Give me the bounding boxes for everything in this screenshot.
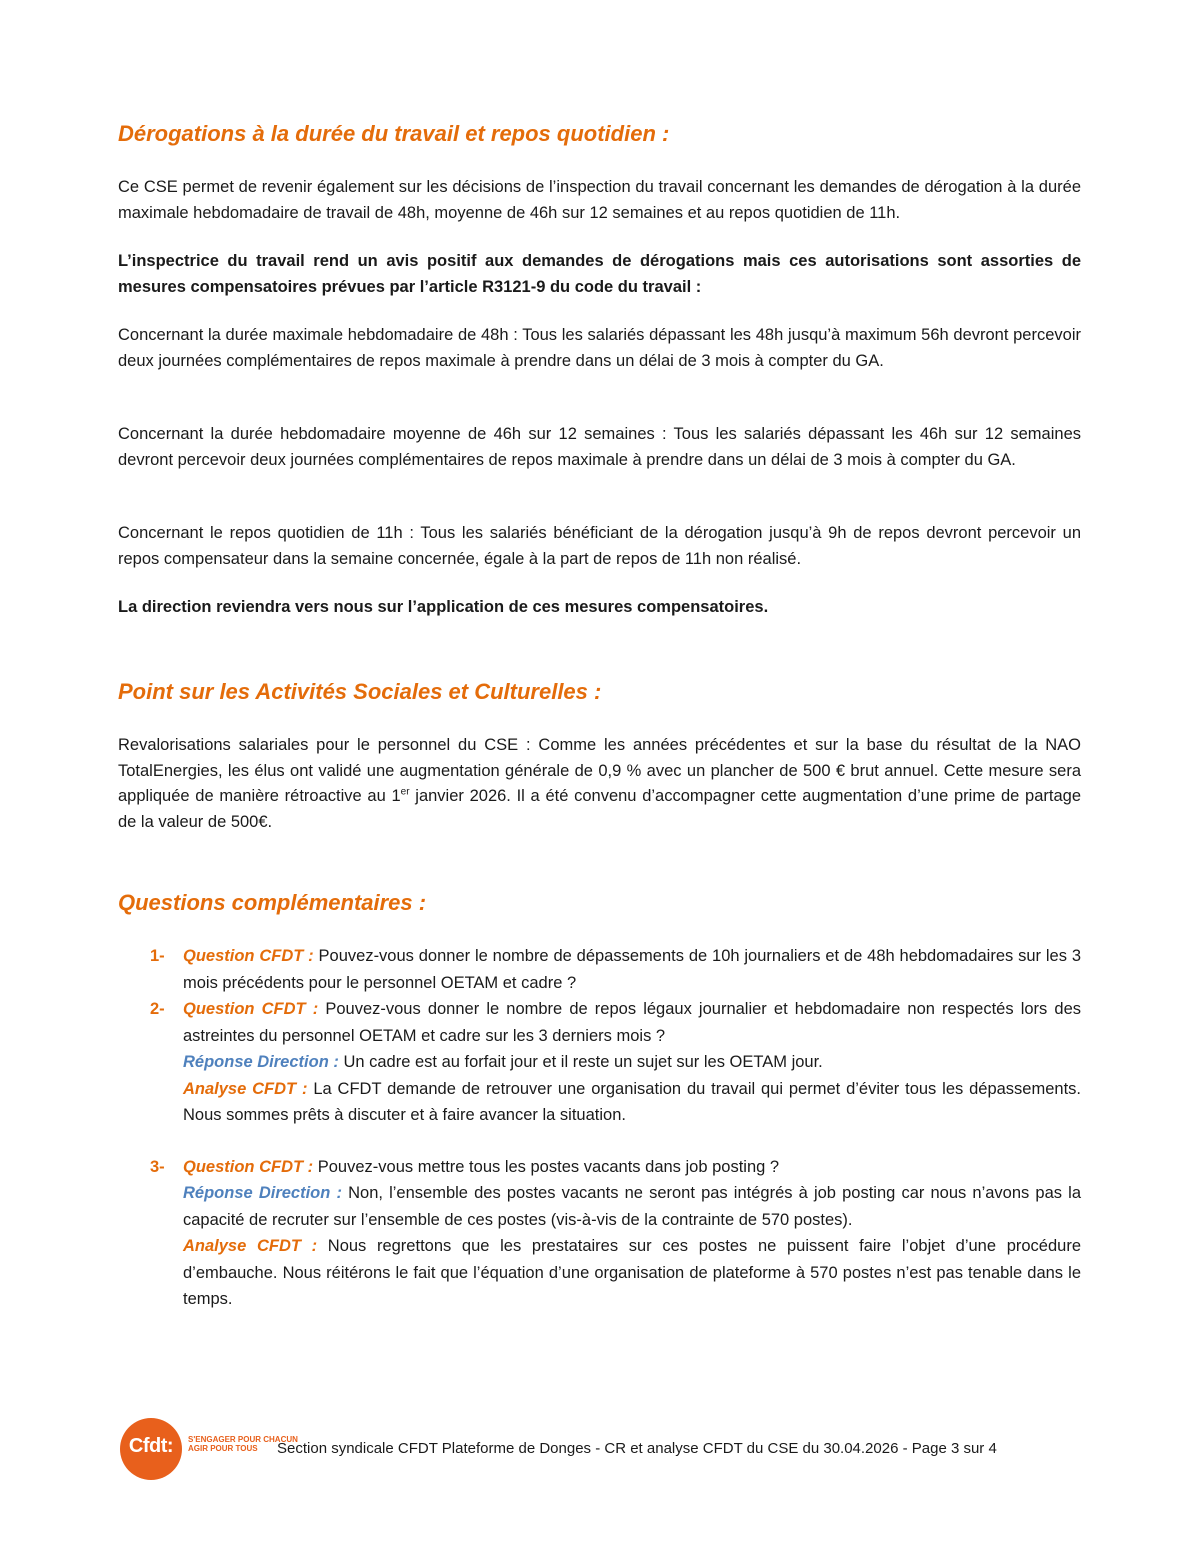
response-text: Un cadre est au forfait jour et il reste un sujet sur les OETAM jour.	[338, 1053, 823, 1071]
section-title-derogations: Dérogations à la durée du travail et repos quotidien :	[118, 121, 670, 146]
logo-text: Cfdt:	[128, 1435, 174, 1457]
paragraph-intro: Ce CSE permet de revenir également sur les décisions de l’inspection du travail concernant les demandes de dérogation à la durée maximale hebdomadaire de travail de 48h, moyenne de 46h sur 12 semaines et au repos quotidien de 11h.	[118, 178, 1081, 222]
paragraph-11h: Concernant le repos quotidien de 11h : Tous les salariés bénéficiant de la dérogation jusqu’à 9h de repos devront percevoir un repos compensateur dans la semaine concernée, égale à la part de repos de 11h non réalisé.	[118, 524, 1081, 568]
question-line	[183, 996, 1081, 1049]
superscript-er: er	[400, 786, 410, 798]
paragraph-48h: Concernant la durée maximale hebdomadaire de 48h : Tous les salariés dépassant les 48h jusqu’à maximum 56h devront percevoir deux journées complémentaires de repos maximale à prendre dans un délai de 3 mois à compter du GA.	[118, 326, 1081, 370]
response-line	[183, 1049, 1081, 1076]
cfdt-logo	[120, 1418, 182, 1480]
question-text: Pouvez-vous donner le nombre de repos légaux journalier et hebdomadaire non respectés lors des astreintes du personnel OETAM et cadre sur les 3 derniers mois ?	[183, 1000, 1081, 1045]
paragraph-conclusion: La direction reviendra vers nous sur l’application de ces mesures compensatoires.	[118, 598, 769, 616]
revalorisation-text-before: Revalorisations salariales pour le personnel du CSE : Comme les années précédentes et sur la base du résultat de la NAO TotalEnergies, les élus ont validé une augmentation générale de 0,9 % avec un plancher de 500 € brut annuel. Cette mesure sera appliquée de manière rétroactive au 1	[118, 736, 1081, 805]
list-item	[150, 943, 1081, 996]
tagline-line-1: S'ENGAGER POUR CHACUN	[188, 1435, 298, 1444]
question-label: Question CFDT :	[183, 1000, 319, 1018]
list-item	[150, 1154, 1081, 1313]
response-label: Réponse Direction :	[183, 1184, 342, 1202]
revalorisation-text-after: janvier 2026. Il a été convenu d’accompagner cette augmentation d’une prime de partage de la valeur de 500€.	[118, 787, 1081, 831]
analysis-label: Analyse CFDT :	[183, 1079, 308, 1098]
question-text: Pouvez-vous mettre tous les postes vacants dans job posting ?	[313, 1157, 780, 1176]
paragraph-46h: Concernant la durée hebdomadaire moyenne de 46h sur 12 semaines : Tous les salariés dépassant les 46h sur 12 semaines devront percevoir deux journées complémentaires de repos maximale à prendre dans un délai de 3 mois à compter du GA.	[118, 425, 1081, 469]
analysis-text: Nous regrettons que les prestataires sur ces postes ne puissent faire l’objet d’une procédure d’embauche. Nous réitérons le fait que l’équation d’une organisation de plateforme à 570 postes n’est pas tenable dans le temps.	[183, 1237, 1082, 1308]
tagline-line-2: AGIR POUR TOUS	[188, 1444, 258, 1453]
analysis-label: Analyse CFDT :	[183, 1237, 318, 1255]
footer-text: Section syndicale CFDT Plateforme de Donges - CR et analyse CFDT du CSE du 30.04.2026 - Page 3 sur 4	[277, 1440, 997, 1457]
item-number: 1-	[150, 947, 165, 965]
question-text: Pouvez-vous donner le nombre de dépassements de 10h journaliers et de 48h hebdomadaires sur les 3 mois précédents pour le personnel OETAM et cadre ?	[183, 947, 1081, 992]
analysis-line	[183, 1233, 1081, 1313]
paragraph-bold-statement: L’inspectrice du travail rend un avis positif aux demandes de dérogations mais ces autorisations sont assorties de mesures compensatoires prévues par l’article R3121-9 du code du travail :	[118, 252, 1081, 296]
question-line	[183, 1154, 1081, 1181]
response-line	[183, 1180, 1081, 1233]
question-label: Question CFDT :	[183, 947, 314, 965]
paragraph-revalorisation	[118, 733, 1081, 835]
item-number: 3-	[150, 1157, 165, 1176]
page-footer	[120, 1418, 1060, 1480]
analysis-text: La CFDT demande de retrouver une organisation du travail qui permet d’éviter tous les dépassements. Nous sommes prêts à discuter et à faire avancer la situation.	[183, 1079, 1082, 1124]
section-title-questions: Questions complémentaires :	[118, 890, 427, 915]
question-label: Question CFDT :	[183, 1157, 314, 1176]
analysis-line	[183, 1076, 1081, 1129]
item-number: 2-	[150, 1000, 165, 1018]
response-text: Non, l’ensemble des postes vacants ne seront pas intégrés à job posting car nous n’avons pas la capacité de recruter sur l’ensemble de ces postes (vis-à-vis de la contrainte de 570 postes).	[183, 1184, 1081, 1229]
response-label: Réponse Direction :	[183, 1053, 339, 1071]
list-item	[150, 996, 1081, 1129]
questions-list	[150, 943, 1081, 1313]
section-title-asc: Point sur les Activités Sociales et Culturelles :	[118, 679, 602, 704]
